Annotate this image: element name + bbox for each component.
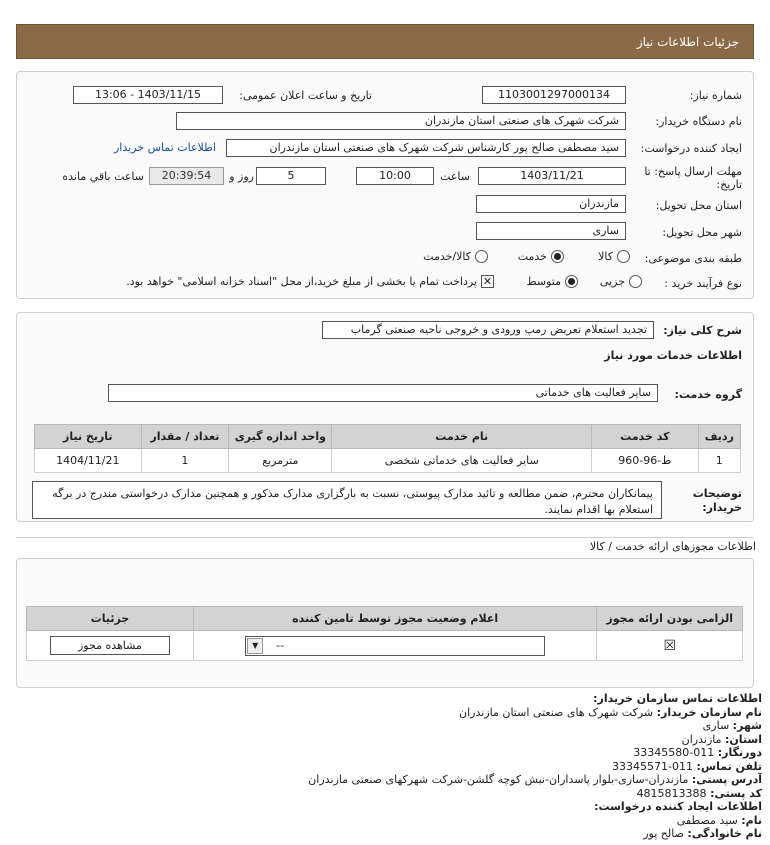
service-group-field: سایر فعالیت های خدماتی: [108, 384, 658, 402]
chevron-down-icon[interactable]: ▼: [247, 638, 263, 654]
category-option-label: کالا/خدمت: [423, 250, 471, 263]
col-row: ردیف: [698, 425, 740, 449]
process-option-label: متوسط: [526, 275, 561, 288]
buyer-org-field: شرکت شهرک های صنعتی استان مازندران: [176, 112, 626, 130]
process-label: نوع فرآیند خرید :: [664, 277, 742, 290]
col-required: الزامی بودن ارائه مجوز: [597, 607, 743, 631]
cell-date: 1404/11/21: [35, 449, 142, 473]
category-option-label: کالا: [598, 250, 613, 263]
remaining-time-field: 20:39:54: [149, 167, 224, 185]
time-label: ساعت: [440, 170, 470, 183]
col-qty: تعداد / مقدار: [141, 425, 229, 449]
cell-unit: مترمربع: [229, 449, 332, 473]
page-header: [16, 24, 754, 59]
contact-province-label: استان:: [725, 732, 762, 746]
process-radio-medium[interactable]: [565, 275, 578, 288]
page-title: جزئیات اطلاعات نیاز: [636, 35, 739, 49]
creator-field: سید مصطفی صالح پور کارشناس شرکت شهرک های صنعتی استان مازندران: [226, 139, 626, 157]
announce-field: 1403/11/15 - 13:06: [73, 86, 223, 104]
payment-option[interactable]: [126, 275, 494, 288]
payment-checkbox[interactable]: ✕: [482, 275, 493, 288]
required-checkbox-icon: ☒: [663, 637, 676, 654]
creator-first-name-label: نام:: [741, 813, 762, 827]
category-radio-goods[interactable]: [617, 250, 630, 263]
buyer-notes-box: پیمانکاران محترم، ضمن مطالعه و تائید مدارک پیوستی، نسبت به بارگزاری مدارک مذکور و همچنین مدارک درخواستی مندرج در برگه استعلام بها اقدام نمایند.: [32, 481, 662, 519]
table-row: [27, 631, 743, 661]
contact-city-line: [10, 719, 762, 733]
days-label: روز و: [229, 170, 254, 183]
creator-label: ایجاد کننده درخواست:: [640, 142, 742, 155]
col-details: جزئیات: [27, 607, 194, 631]
required-cell: [597, 631, 743, 661]
creator-first-name: سید مصطفی: [676, 813, 738, 827]
details-cell: [27, 631, 194, 661]
status-cell: [193, 631, 597, 661]
services-table: [34, 424, 741, 473]
section-divider: [16, 537, 754, 538]
contact-postal-line: [10, 787, 762, 801]
category-option-label: خدمت: [517, 250, 547, 263]
buyer-contact-link[interactable]: اطلاعات تماس خریدار: [114, 141, 216, 154]
service-group-label: گروه خدمت:: [674, 388, 742, 401]
status-select[interactable]: [245, 636, 545, 656]
col-status: اعلام وضعیت مجوز توسط تامین کننده: [193, 607, 597, 631]
need-desc-field: تجدید استعلام تعریض رمپ ورودی و خروجی ناحیه صنعتی گرماب: [322, 321, 654, 339]
contact-org-line: [10, 706, 762, 720]
creator-last-name: صالح پور: [643, 827, 684, 840]
category-option-service[interactable]: [518, 250, 564, 263]
col-code: کد خدمت: [592, 425, 699, 449]
creator-last-name-label: نام خانوادگی:: [687, 827, 762, 840]
contact-city-label: شهر:: [732, 719, 762, 732]
col-name: نام خدمت: [332, 425, 592, 449]
need-number-field: 1103001297000134: [482, 86, 626, 104]
buyer-org-label: نام دستگاه خریدار:: [655, 115, 742, 128]
services-table-header: [35, 425, 741, 449]
announce-label: تاریخ و ساعت اعلان عمومی:: [239, 89, 372, 102]
cell-name: سایر فعالیت های خدماتی شخصی: [332, 449, 592, 473]
contact-fax: 011-33345580: [633, 746, 715, 759]
contact-postal-label: کد پستی:: [710, 786, 762, 800]
permits-table: [26, 606, 743, 661]
creator-title: اطلاعات ایجاد کننده درخواست:: [594, 800, 762, 813]
process-option-label: جزیی: [599, 275, 625, 288]
contact-address-label: آدرس پستی:: [691, 773, 762, 786]
status-select-value: --: [276, 638, 285, 652]
col-date: تاریخ نیاز: [35, 425, 142, 449]
services-heading: اطلاعات خدمات مورد نیاز: [604, 349, 742, 362]
permits-section-title: اطلاعات مجوزهای ارائه خدمت / کالا: [589, 540, 756, 553]
deadline-label: مهلت ارسال پاسخ: تا تاریخ:: [644, 165, 742, 191]
contact-fax-line: [10, 746, 762, 760]
contact-province-line: [10, 733, 762, 747]
category-option-goods[interactable]: [598, 250, 630, 263]
cell-row: 1: [698, 449, 740, 473]
cell-qty: 1: [141, 449, 229, 473]
days-field: 5: [256, 167, 326, 185]
contact-title: اطلاعات تماس سازمان خریدار:: [593, 692, 762, 705]
province-label: استان محل تحویل:: [655, 199, 742, 212]
creator-last-name-line: [10, 827, 762, 841]
permits-table-header: [27, 607, 743, 631]
contact-phone: 011-33345571: [612, 759, 694, 773]
creator-first-name-line: [10, 814, 762, 828]
contact-phone-line: [10, 760, 762, 774]
need-number-label: شماره نیاز:: [689, 89, 742, 102]
contact-fax-label: دورنگار:: [717, 746, 762, 759]
payment-note: پرداخت تمام یا بخشی از مبلغ خرید،از محل "اسناد خزانه اسلامی" خواهد بود.: [126, 275, 477, 288]
table-row: [35, 449, 741, 473]
buyer-notes-label: توضیحات خریدار:: [692, 487, 742, 514]
contact-postal: 4815813388: [636, 786, 707, 800]
need-desc-label: شرح کلی نیاز:: [663, 324, 742, 337]
view-permit-button[interactable]: مشاهده مجوز: [50, 636, 170, 655]
category-radio-goods-service[interactable]: [475, 250, 488, 263]
city-label: شهر محل تحویل:: [662, 226, 742, 239]
category-radio-service[interactable]: [551, 250, 564, 263]
contact-info: [10, 692, 762, 841]
category-label: طبقه بندی موضوعی:: [644, 252, 742, 265]
contact-address: مازندران-ساری-بلوار پاسداران-نبش کوچه گلشن-شرکت شهرکهای صنعتی مازندران: [308, 773, 689, 786]
contact-org: شرکت شهرک های صنعتی استان مازندران: [459, 705, 654, 719]
deadline-date-field: 1403/11/21: [478, 167, 626, 185]
contact-org-label: نام سازمان خریدار:: [656, 705, 762, 719]
province-field: مازندران: [476, 195, 626, 213]
remaining-label: ساعت باقي مانده: [62, 170, 144, 183]
process-option-medium[interactable]: [526, 275, 578, 288]
category-option-goods-service[interactable]: [423, 250, 488, 263]
process-radio-minor[interactable]: [629, 275, 642, 288]
contact-phone-label: تلفن تماس:: [696, 759, 762, 773]
contact-address-line: [10, 773, 762, 787]
contact-city: ساری: [702, 719, 730, 732]
process-option-minor[interactable]: [600, 275, 642, 288]
city-field: ساری: [476, 222, 626, 240]
contact-province: مازندران: [681, 732, 722, 746]
cell-code: ط-96-960: [592, 449, 699, 473]
col-unit: واحد اندازه گیری: [229, 425, 332, 449]
deadline-time-field: 10:00: [356, 167, 434, 185]
